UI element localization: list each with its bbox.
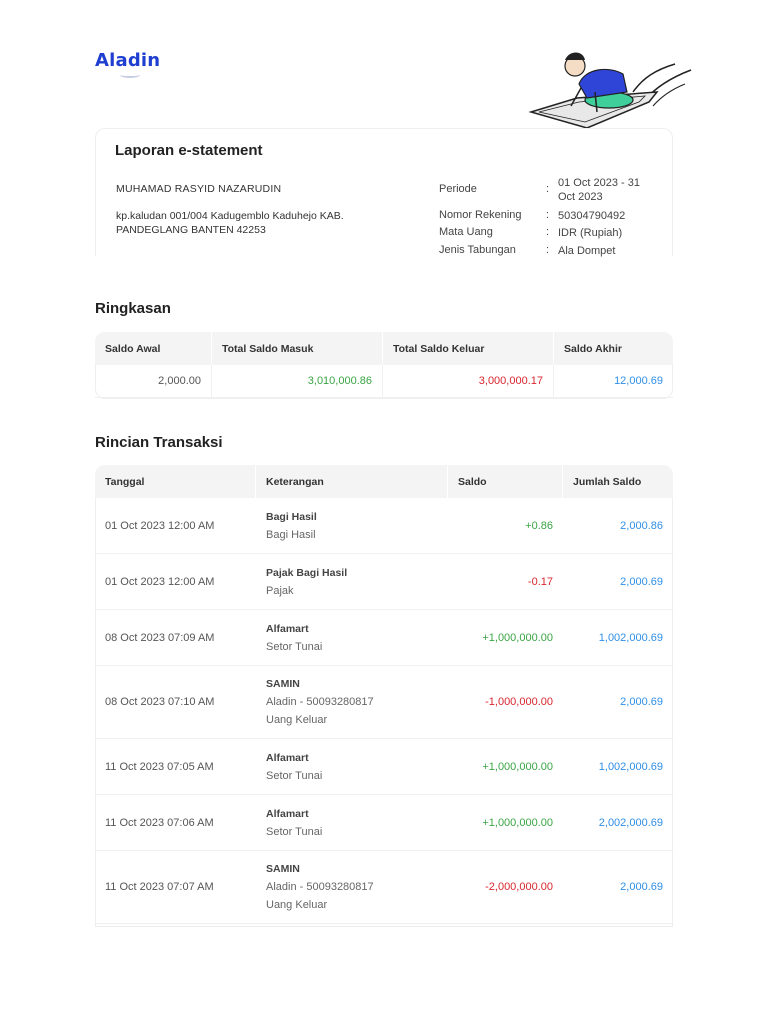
info-row-jenis-tabungan: Jenis Tabungan : Ala Dompet: [439, 244, 558, 256]
transactions-table: [95, 465, 673, 924]
tx-description: [256, 498, 448, 554]
table-row: [95, 498, 673, 554]
tx-desc-main: Pajak Bagi Hasil: [266, 566, 348, 579]
table-row: [95, 851, 673, 924]
tx-balance: 2,000.69: [563, 554, 673, 610]
tx-amount: +1,000,000.00: [448, 795, 563, 851]
table-row: [95, 666, 673, 739]
tx-description: [256, 795, 448, 851]
tx-amount: +1,000,000.00: [448, 739, 563, 795]
tx-amount: -0.17: [448, 554, 563, 610]
tx-desc-sub: Aladin - 50093280817: [266, 696, 374, 708]
statement-title: Laporan e-statement: [115, 142, 263, 159]
total-keluar-value: 3,000,000.17: [383, 365, 554, 398]
summary-header-saldo-akhir: Saldo Akhir: [554, 332, 673, 365]
summary-header-saldo-awal: Saldo Awal: [95, 332, 212, 365]
info-label: Mata Uang: [439, 226, 493, 238]
info-label: Nomor Rekening: [439, 209, 522, 221]
tx-amount: -2,000,000.00: [448, 851, 563, 924]
tx-header-keterangan: Keterangan: [256, 465, 448, 498]
tx-desc-sub2: Uang Keluar: [266, 899, 328, 911]
customer-name: MUHAMAD RASYID NAZARUDIN: [116, 183, 282, 195]
tx-desc-sub: Setor Tunai: [266, 769, 323, 782]
tx-date: 11 Oct 2023 07:07 AM: [95, 851, 256, 924]
statement-header-card: [95, 128, 673, 256]
info-value: 50304790492: [558, 210, 626, 222]
info-row-mata-uang: Mata Uang : IDR (Rupiah): [439, 226, 558, 238]
total-masuk-value: 3,010,000.86: [212, 365, 383, 398]
info-row-periode: Periode : 01 Oct 2023 - 31 Oct 2023: [439, 183, 558, 195]
info-value: IDR (Rupiah): [558, 227, 623, 239]
aladin-logo: Aladin: [95, 50, 161, 71]
tx-amount: -1,000,000.00: [448, 666, 563, 739]
tx-desc-main: SAMIN: [266, 863, 300, 875]
tx-header-jumlah-saldo: Jumlah Saldo: [563, 465, 673, 498]
tx-description: [256, 610, 448, 666]
summary-header-total-keluar: Total Saldo Keluar: [383, 332, 554, 365]
summary-header-total-masuk: Total Saldo Masuk: [212, 332, 383, 365]
tx-header-tanggal: Tanggal: [95, 465, 256, 498]
tx-balance: 1,002,000.69: [563, 610, 673, 666]
table-row: [95, 610, 673, 666]
info-value: 01 Oct 2023 - 31 Oct 2023: [558, 177, 640, 203]
info-value: Ala Dompet: [558, 245, 616, 257]
tx-desc-main: Bagi Hasil: [266, 510, 317, 523]
summary-table: [95, 332, 673, 398]
tx-desc-sub: Pajak: [266, 584, 294, 597]
info-row-nomor-rekening: Nomor Rekening : 50304790492: [439, 209, 558, 221]
tx-amount: +0.86: [448, 498, 563, 554]
summary-values-row: [95, 365, 673, 398]
tx-desc-main: Alfamart: [266, 622, 309, 635]
tx-balance: 2,002,000.69: [563, 795, 673, 851]
tx-desc-sub: Bagi Hasil: [266, 528, 316, 541]
tx-balance: 2,000.69: [563, 851, 673, 924]
tx-header-saldo: Saldo: [448, 465, 563, 498]
transactions-title: Rincian Transaksi: [95, 434, 223, 451]
tx-description: [256, 851, 448, 924]
table-row: [95, 795, 673, 851]
tx-date: 01 Oct 2023 12:00 AM: [95, 498, 256, 554]
tx-amount: +1,000,000.00: [448, 610, 563, 666]
summary-title: Ringkasan: [95, 300, 171, 317]
tx-date: 11 Oct 2023 07:06 AM: [95, 795, 256, 851]
tx-description: [256, 554, 448, 610]
tx-balance: 2,000.69: [563, 666, 673, 739]
tx-desc-main: SAMIN: [266, 678, 300, 690]
table-row: [95, 554, 673, 610]
tx-description: [256, 739, 448, 795]
tx-date: 08 Oct 2023 07:09 AM: [95, 610, 256, 666]
info-label: Periode: [439, 183, 477, 195]
tx-desc-main: Alfamart: [266, 751, 309, 764]
tx-desc-sub: Setor Tunai: [266, 825, 323, 838]
tx-desc-sub2: Uang Keluar: [266, 714, 328, 726]
customer-address: kp.kaludan 001/004 Kadugemblo Kaduhejo KAB. PANDEGLANG BANTEN 42253: [116, 210, 344, 236]
info-label: Jenis Tabungan: [439, 244, 516, 256]
tx-balance: 2,000.86: [563, 498, 673, 554]
tx-desc-sub: Aladin - 50093280817: [266, 881, 374, 893]
table-row: [95, 739, 673, 795]
tx-description: [256, 666, 448, 739]
tx-date: 11 Oct 2023 07:05 AM: [95, 739, 256, 795]
saldo-akhir-value: 12,000.69: [554, 365, 673, 398]
magic-carpet-rider-illustration: [525, 48, 695, 132]
tx-desc-main: Alfamart: [266, 807, 309, 820]
tx-date: 08 Oct 2023 07:10 AM: [95, 666, 256, 739]
tx-desc-sub: Setor Tunai: [266, 640, 323, 653]
tx-date: 01 Oct 2023 12:00 AM: [95, 554, 256, 610]
tx-balance: 1,002,000.69: [563, 739, 673, 795]
logo-swoosh: [120, 72, 140, 78]
saldo-awal-value: 2,000.00: [95, 365, 212, 398]
